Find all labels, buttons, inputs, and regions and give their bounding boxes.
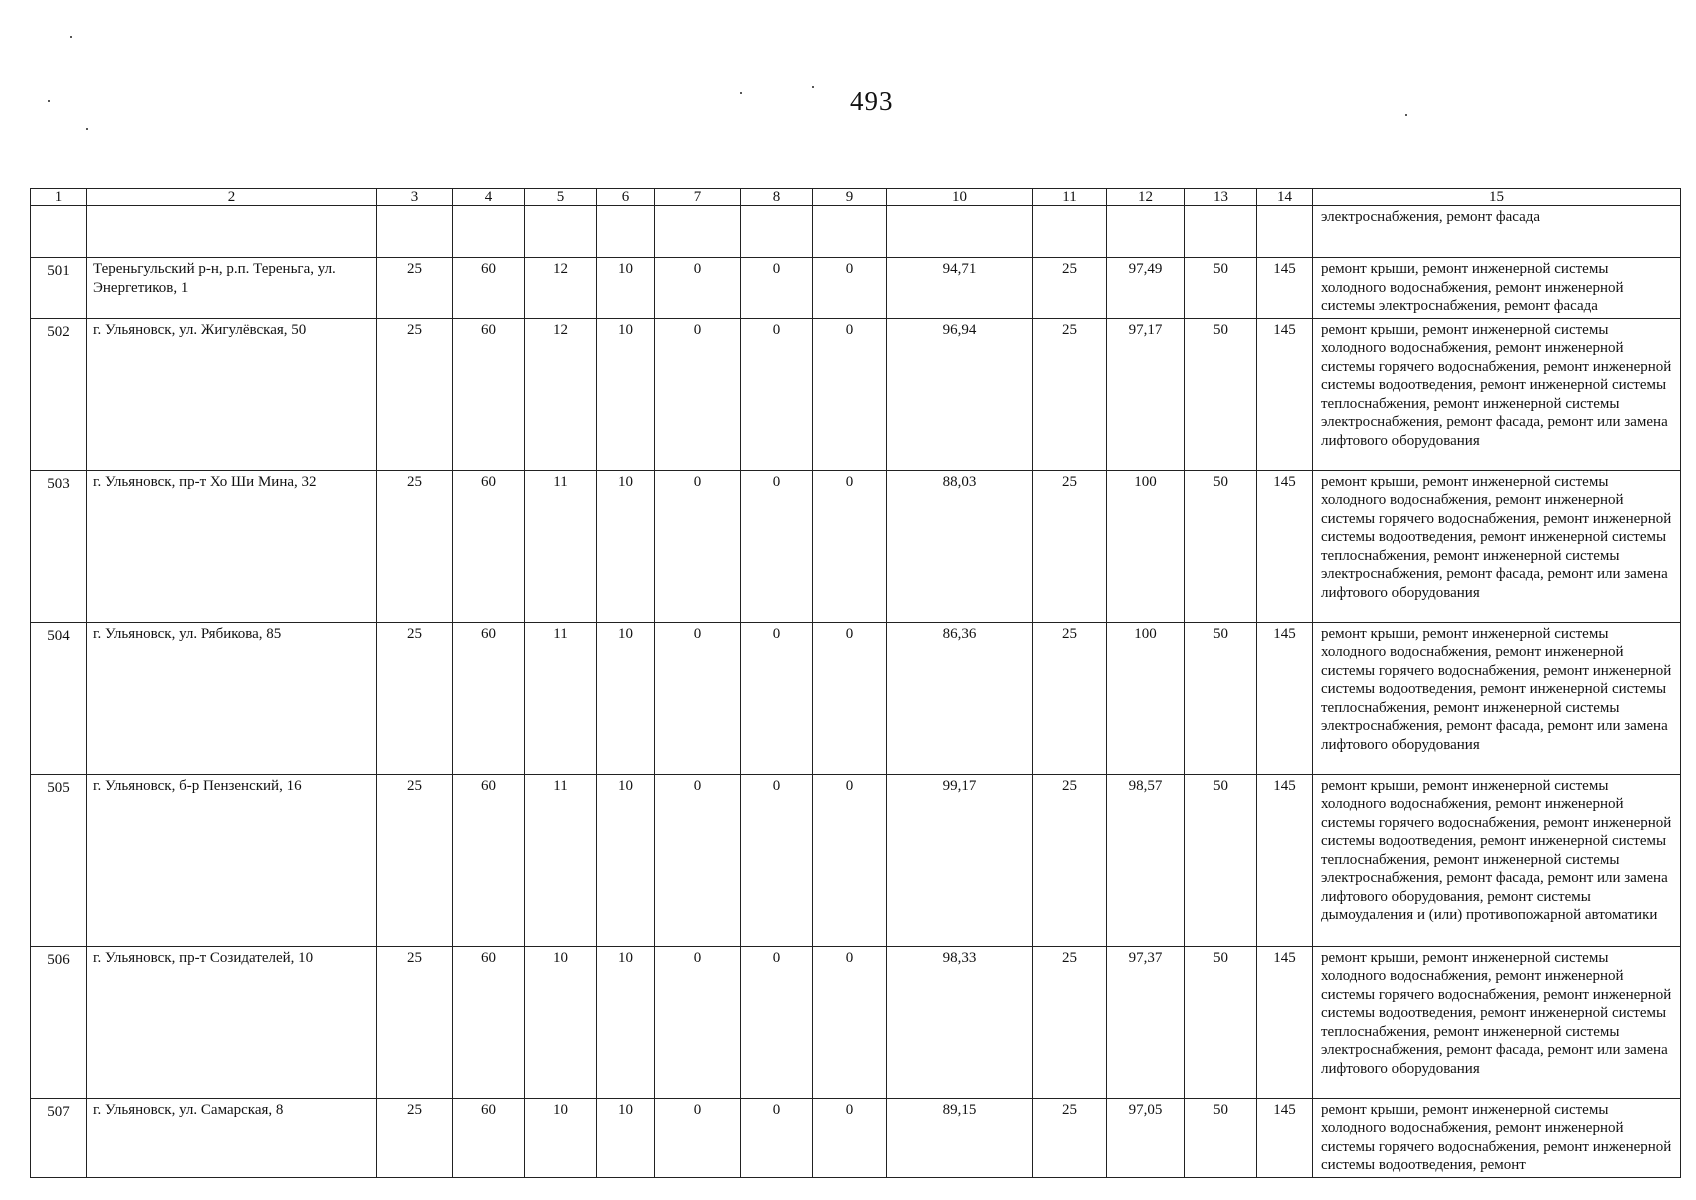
- value-cell-c12: 97,49: [1107, 258, 1185, 319]
- value-cell-c11: 25: [1033, 1098, 1107, 1177]
- value-cell-c13: 50: [1185, 258, 1257, 319]
- value-cell-c9: 0: [813, 1098, 887, 1177]
- value-cell-c5: 11: [525, 774, 597, 946]
- value-cell-c9: 0: [813, 470, 887, 622]
- works-cell: ремонт крыши, ремонт инженерной системы холодного водоснабжения, ремонт инженерной системы горячего водоснабжения, ремонт инженерной системы водоотведения, ремонт: [1313, 1098, 1681, 1177]
- value-cell-c13: 50: [1185, 470, 1257, 622]
- works-cell: ремонт крыши, ремонт инженерной системы холодного водоснабжения, ремонт инженерной системы горячего водоснабжения, ремонт инженерной системы водоотведения, ремонт инженерной системы теплоснабжения, ремонт инженерной системы электроснабжения, ремонт фасада, ремонт или замена лифтового оборудования: [1313, 470, 1681, 622]
- value-cell-c8: 0: [741, 1098, 813, 1177]
- value-cell-c12: 100: [1107, 622, 1185, 774]
- works-cell: ремонт крыши, ремонт инженерной системы холодного водоснабжения, ремонт инженерной системы горячего водоснабжения, ремонт инженерной системы водоотведения, ремонт инженерной системы теплоснабжения, ремонт инженерной системы электроснабжения, ремонт фасада, ремонт или замена лифтового оборудования, ремонт системы дымоудаления и (или) противопожарной автоматики: [1313, 774, 1681, 946]
- column-header: 1: [31, 189, 87, 206]
- value-cell-c10: 89,15: [887, 1098, 1033, 1177]
- value-cell-c13: 50: [1185, 622, 1257, 774]
- column-header: 5: [525, 189, 597, 206]
- scan-speck: [86, 128, 88, 130]
- value-cell-c14: 145: [1257, 318, 1313, 470]
- value-cell-c6: 10: [597, 258, 655, 319]
- value-cell-c14: 145: [1257, 622, 1313, 774]
- value-cell-c9: 0: [813, 318, 887, 470]
- value-cell-c9: 0: [813, 622, 887, 774]
- value-cell-c6: 10: [597, 318, 655, 470]
- value-cell-c10: 99,17: [887, 774, 1033, 946]
- works-cell: ремонт крыши, ремонт инженерной системы холодного водоснабжения, ремонт инженерной системы электроснабжения, ремонт фасада: [1313, 258, 1681, 319]
- value-cell-c13: 50: [1185, 1098, 1257, 1177]
- value-cell-c11: 25: [1033, 946, 1107, 1098]
- scan-speck: [1405, 114, 1407, 116]
- value-cell-c6: 10: [597, 470, 655, 622]
- value-cell-c10: 86,36: [887, 622, 1033, 774]
- value-cell-c11: 25: [1033, 622, 1107, 774]
- value-cell-c3: 25: [377, 1098, 453, 1177]
- value-cell-c7: 0: [655, 774, 741, 946]
- row-number-cell: 505: [31, 774, 87, 946]
- value-cell-c6: 10: [597, 946, 655, 1098]
- value-cell-c3: 25: [377, 258, 453, 319]
- value-cell-c4: 60: [453, 774, 525, 946]
- value-cell-c12: 100: [1107, 470, 1185, 622]
- column-header: 4: [453, 189, 525, 206]
- value-cell-c3: 25: [377, 774, 453, 946]
- value-cell-c7: 0: [655, 946, 741, 1098]
- value-cell-c11: 25: [1033, 470, 1107, 622]
- column-header: 7: [655, 189, 741, 206]
- value-cell-c12: 97,37: [1107, 946, 1185, 1098]
- column-header: 10: [887, 189, 1033, 206]
- value-cell-c7: 0: [655, 1098, 741, 1177]
- value-cell-c14: 145: [1257, 258, 1313, 319]
- column-header: 15: [1313, 189, 1681, 206]
- value-cell-c14: 145: [1257, 774, 1313, 946]
- value-cell-c14: 145: [1257, 1098, 1313, 1177]
- value-cell-c10: 96,94: [887, 318, 1033, 470]
- table-row: [31, 946, 1681, 1098]
- table-row: [31, 318, 1681, 470]
- value-cell-c5: 10: [525, 1098, 597, 1177]
- works-cell: ремонт крыши, ремонт инженерной системы холодного водоснабжения, ремонт инженерной системы горячего водоснабжения, ремонт инженерной системы водоотведения, ремонт инженерной системы теплоснабжения, ремонт инженерной системы электроснабжения, ремонт фасада, ремонт или замена лифтового оборудования: [1313, 318, 1681, 470]
- row-number-cell: 502: [31, 318, 87, 470]
- value-cell-c4: 60: [453, 318, 525, 470]
- value-cell-c4: 60: [453, 470, 525, 622]
- value-cell-c10: 94,71: [887, 258, 1033, 319]
- row-number-cell: 506: [31, 946, 87, 1098]
- continuation-row: [31, 206, 1681, 258]
- value-cell-c10: 88,03: [887, 470, 1033, 622]
- value-cell-c8: 0: [741, 258, 813, 319]
- value-cell-c12: 98,57: [1107, 774, 1185, 946]
- column-header: 11: [1033, 189, 1107, 206]
- row-number-cell: 504: [31, 622, 87, 774]
- address-cell: г. Ульяновск, б-р Пензенский, 16: [87, 774, 377, 946]
- value-cell-c5: 11: [525, 622, 597, 774]
- value-cell-c5: 11: [525, 470, 597, 622]
- value-cell-c4: 60: [453, 946, 525, 1098]
- scan-speck: [48, 100, 50, 102]
- value-cell-c11: 25: [1033, 774, 1107, 946]
- value-cell-c13: 50: [1185, 774, 1257, 946]
- scan-speck: [812, 86, 814, 88]
- value-cell-c10: 98,33: [887, 946, 1033, 1098]
- value-cell-c13: 50: [1185, 318, 1257, 470]
- value-cell-c7: 0: [655, 318, 741, 470]
- page-number: 493: [850, 86, 894, 116]
- data-table: [30, 188, 1681, 1178]
- value-cell-c9: 0: [813, 258, 887, 319]
- value-cell-c8: 0: [741, 622, 813, 774]
- row-number-cell: 507: [31, 1098, 87, 1177]
- table-row: [31, 622, 1681, 774]
- address-cell: г. Ульяновск, ул. Самарская, 8: [87, 1098, 377, 1177]
- column-header: 8: [741, 189, 813, 206]
- value-cell-c14: 145: [1257, 946, 1313, 1098]
- value-cell-c5: 12: [525, 318, 597, 470]
- address-cell: г. Ульяновск, ул. Жигулёвская, 50: [87, 318, 377, 470]
- column-header: 13: [1185, 189, 1257, 206]
- scan-speck: [740, 92, 742, 94]
- value-cell-c7: 0: [655, 258, 741, 319]
- value-cell-c9: 0: [813, 774, 887, 946]
- value-cell-c8: 0: [741, 470, 813, 622]
- works-cell: ремонт крыши, ремонт инженерной системы холодного водоснабжения, ремонт инженерной системы горячего водоснабжения, ремонт инженерной системы водоотведения, ремонт инженерной системы теплоснабжения, ремонт инженерной системы электроснабжения, ремонт фасада, ремонт или замена лифтового оборудования: [1313, 946, 1681, 1098]
- works-cell: электроснабжения, ремонт фасада: [1313, 206, 1681, 258]
- table-row: [31, 258, 1681, 319]
- address-cell: г. Ульяновск, пр-т Созидателей, 10: [87, 946, 377, 1098]
- value-cell-c9: 0: [813, 946, 887, 1098]
- column-header: 3: [377, 189, 453, 206]
- value-cell-c3: 25: [377, 470, 453, 622]
- value-cell-c11: 25: [1033, 258, 1107, 319]
- value-cell-c7: 0: [655, 470, 741, 622]
- value-cell-c8: 0: [741, 318, 813, 470]
- column-header: 9: [813, 189, 887, 206]
- table-row: [31, 774, 1681, 946]
- table-row: [31, 470, 1681, 622]
- value-cell-c12: 97,05: [1107, 1098, 1185, 1177]
- value-cell-c12: 97,17: [1107, 318, 1185, 470]
- value-cell-c6: 10: [597, 774, 655, 946]
- row-number-cell: 503: [31, 470, 87, 622]
- scan-speck: [70, 36, 72, 38]
- table-row: [31, 1098, 1681, 1177]
- header-row: [31, 189, 1681, 206]
- value-cell-c6: 10: [597, 1098, 655, 1177]
- address-cell: Тереньгульский р-н, р.п. Тереньга, ул. Энергетиков, 1: [87, 258, 377, 319]
- value-cell-c3: 25: [377, 622, 453, 774]
- value-cell-c4: 60: [453, 258, 525, 319]
- value-cell-c5: 10: [525, 946, 597, 1098]
- column-header: 14: [1257, 189, 1313, 206]
- value-cell-c7: 0: [655, 622, 741, 774]
- value-cell-c5: 12: [525, 258, 597, 319]
- address-cell: г. Ульяновск, ул. Рябикова, 85: [87, 622, 377, 774]
- column-header: 12: [1107, 189, 1185, 206]
- value-cell-c14: 145: [1257, 470, 1313, 622]
- value-cell-c11: 25: [1033, 318, 1107, 470]
- row-number-cell: 501: [31, 258, 87, 319]
- value-cell-c4: 60: [453, 1098, 525, 1177]
- value-cell-c13: 50: [1185, 946, 1257, 1098]
- value-cell-c3: 25: [377, 946, 453, 1098]
- value-cell-c6: 10: [597, 622, 655, 774]
- address-cell: г. Ульяновск, пр-т Хо Ши Мина, 32: [87, 470, 377, 622]
- value-cell-c4: 60: [453, 622, 525, 774]
- column-header: 6: [597, 189, 655, 206]
- value-cell-c8: 0: [741, 946, 813, 1098]
- column-header: 2: [87, 189, 377, 206]
- value-cell-c8: 0: [741, 774, 813, 946]
- value-cell-c3: 25: [377, 318, 453, 470]
- works-cell: ремонт крыши, ремонт инженерной системы холодного водоснабжения, ремонт инженерной системы горячего водоснабжения, ремонт инженерной системы водоотведения, ремонт инженерной системы теплоснабжения, ремонт инженерной системы электроснабжения, ремонт фасада, ремонт или замена лифтового оборудования: [1313, 622, 1681, 774]
